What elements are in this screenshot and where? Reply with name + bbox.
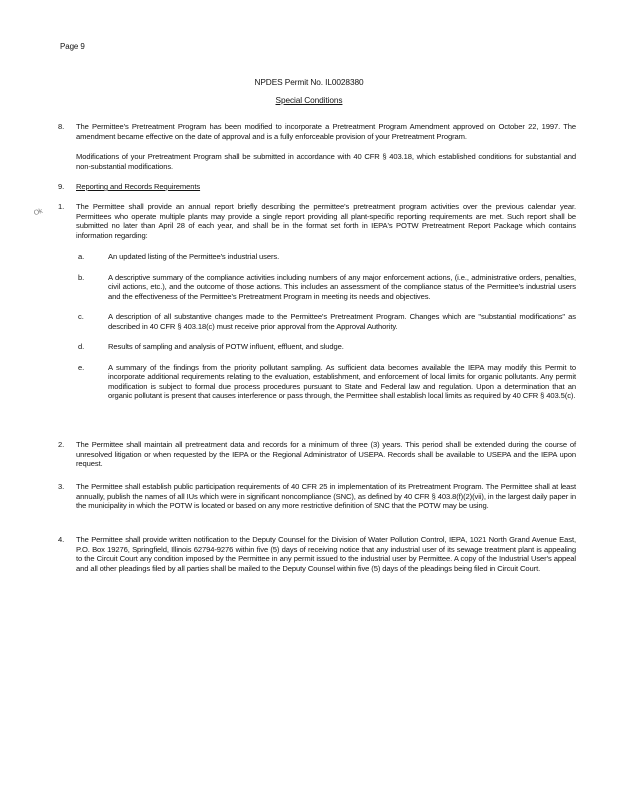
section-8-paragraph-1: The Permittee's Pretreatment Program has been modified to incorporate a Pretreatment Program Amendment approved on October 22, 1997. The amendment became effective on the date of approval and is a fully enforceable provision of your Pretreatment Program. [76,122,576,141]
reporting-item-4 [58,535,576,573]
reporting-item-2 [58,440,576,469]
section-9 [58,182,576,192]
reporting-item-3 [58,482,576,511]
item-3-number: 3. [58,482,65,491]
sub-item-a [76,252,576,262]
sub-item-d-label: d. [78,342,85,351]
sub-item-e-label: e. [78,362,85,372]
section-8 [58,122,576,171]
sub-item-b-label: b. [78,272,85,282]
sub-item-c [76,312,576,331]
sub-item-b [76,273,576,302]
section-9-number: 9. [58,182,65,191]
item-1-text: The Permittee shall provide an annual report briefly describing the permittee's pretreatment program activities over the previous calendar year. Permittees who operate multiple plants may provide a single report providing all plant-specific reporting requirements are met. Such report shall be submitted no later than April 28 of each year, and shall be in the format set forth in IEPA's POTW Pretreatment Report Package which contains information regarding: [76,202,576,240]
item-4-text: The Permittee shall provide written notification to the Deputy Counsel for the Division of Water Pollution Control, IEPA, 1021 North Grand Avenue East, P.O. Box 19276, Springfield, Illinois 62794-9276 within five (5) days of receiving notice that any industrial user of its sewage treatment plant is appealing to the Circuit Court any condition imposed by the Permittee in any permit issued to the industrial user by Permittee. A copy of the Industrial User's appeal and all other pleadings filed by all parties shall be mailed to the Deputy Counsel within five (5) days of the pleadings being filed in Circuit Court. [76,535,576,573]
item-2-text: The Permittee shall maintain all pretreatment data and records for a minimum of three (3) years. This period shall be extended during the course of unresolved litigation or when requested by the IEPA or the Regional Administrator of USEPA. Records shall be available to USEPA and the IEPA upon request. [76,440,576,468]
handwritten-margin-mark: Ok [33,207,44,218]
item-2-number: 2. [58,440,65,449]
page-number: Page 9 [60,42,85,51]
section-title: Special Conditions [275,95,343,105]
sub-item-a-text: An updated listing of the Permittee's industrial users. [108,252,280,261]
permit-title: NPDES Permit No. IL0028380 [254,77,364,87]
item-4-number: 4. [58,535,65,544]
sub-item-e-text: A summary of the findings from the priority pollutant sampling. As sufficient data becomes available the IEPA may modify this Permit to incorporate additional requirements relating to the evaluation, establishment, and enforcement of local limits for organic pollutants. Any permit modification is subject to formal due process procedures pursuant to State and Federal law and regulation. Upon a determination that an organic pollutant is present that causes interference or pass through, the Permittee shall establish local limits as required by 40 CFR § 403.5(c). [108,362,576,400]
item-3-text: The Permittee shall establish public participation requirements of 40 CFR 25 in implementation of its Pretreatment Program. The Permittee shall at least annually, publish the names of all IUs which were in significant noncompliance (SNC), as defined by 40 CFR § 403.8(f)(2)(vii), in the largest daily paper in the municipality in which the POTW is located or based on any more restrictive definition of SNC that the POTW may be using. [76,482,576,510]
sub-item-b-text: A descriptive summary of the compliance activities including numbers of any major enforcement actions, (i.e., administrative orders, penalties, civil actions, etc.), and the outcome of those actions. This includes an assessment of the compliance status of the Permittee's industrial users and the effectiveness of the Permittee's Pretreatment Program in meeting its needs and objectives. [108,272,576,301]
section-8-paragraph-2: Modifications of your Pretreatment Program shall be submitted in accordance with 40 CFR § 403.18, which established conditions for substantial and non-substantial modifications. [76,152,576,171]
reporting-item-1 [58,202,576,401]
section-8-number: 8. [58,122,65,131]
sub-item-e [76,363,576,401]
item-1-number: 1. [58,202,65,211]
sub-item-c-text: A description of all substantive changes made to the Permittee's Pretreatment Program. Changes which are "substantial modifications" as described in 40 CFR § 403.18(c) must receive prior approval from the Approval Authority. [108,312,576,331]
sub-item-d [76,342,576,352]
sub-item-a-label: a. [78,252,85,261]
sub-item-c-label: c. [78,312,84,321]
section-9-heading: Reporting and Records Requirements [76,182,201,191]
sub-item-d-text: Results of sampling and analysis of POTW influent, effluent, and sludge. [108,342,344,351]
